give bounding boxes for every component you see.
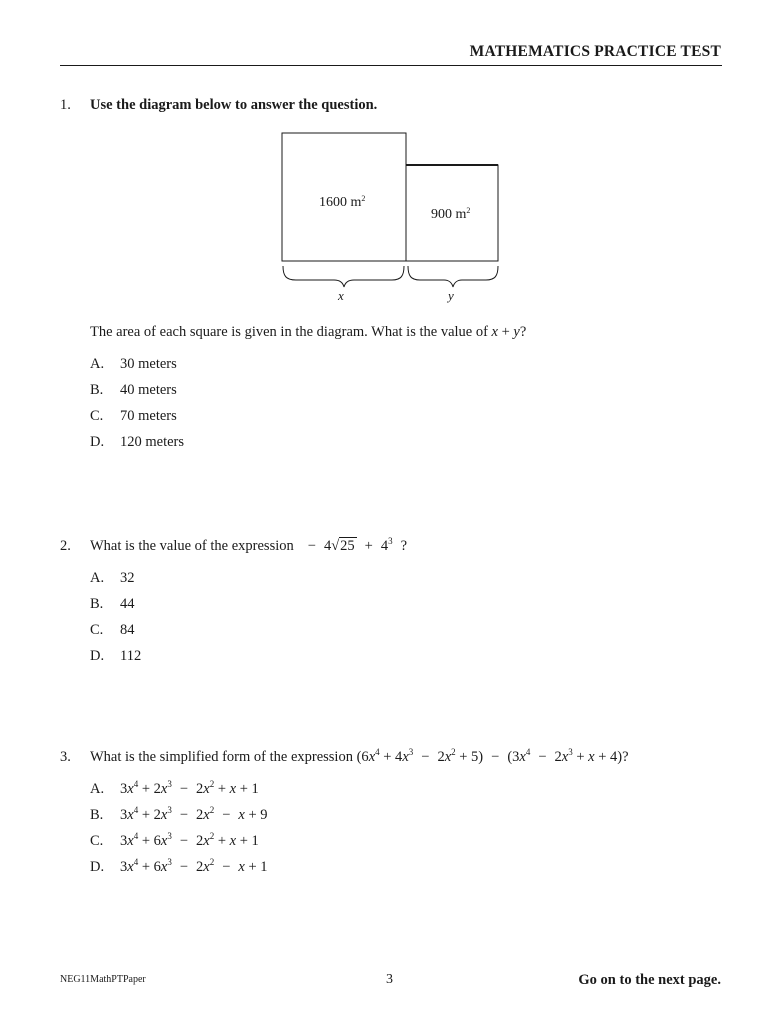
choice-expression: $3x^4 + 6x^3 - 2x^2 + x + 1$: [120, 831, 259, 849]
answer-choice-d[interactable]: D. $3x^4 + 6x^3 - 2x^2 - x + 1$: [90, 857, 268, 875]
question-intro: Use the diagram below to answer the question.: [90, 97, 378, 113]
answer-choice-a[interactable]: A. $3x^4 + 2x^3 - 2x^2 + x + 1$: [90, 779, 259, 797]
choice-expression: $3x^4 + 2x^3 - 2x^2 + x + 1$: [120, 779, 259, 797]
answer-choice-d[interactable]: D. 112: [90, 648, 142, 664]
document-code: NEG11MathPTPaper: [60, 974, 146, 985]
x-brace: [283, 266, 404, 287]
small-square-area-label: 900 $m^2$: [431, 206, 471, 222]
answer-choice-a[interactable]: A. 32: [90, 570, 135, 586]
squares-diagram: [270, 125, 510, 307]
page-number: 3: [386, 972, 393, 987]
choice-expression: $3x^4 + 2x^3 - 2x^2 - x + 9$: [120, 805, 268, 823]
next-page-note: Go on to the next page.: [578, 972, 721, 988]
y-brace: [408, 266, 498, 287]
question-text: What is the simplified form of the expression $(6x^4 + 4x^3 - 2x^2 + 5) - (3x^4 - 2x^3 + x + 4)$?: [90, 747, 629, 765]
answer-choice-c[interactable]: C. $3x^4 + 6x^3 - 2x^2 + x + 1$: [90, 831, 259, 849]
question-number: 1.: [60, 97, 71, 113]
answer-choice-c[interactable]: C. 70 meters: [90, 408, 177, 424]
question-text: What is the value of the expression − $4√25 + 4^3$ ?: [90, 536, 408, 554]
question-number: 3.: [60, 749, 71, 765]
y-label: y: [448, 288, 454, 303]
answer-choice-b[interactable]: B. 40 meters: [90, 382, 177, 398]
answer-choice-d[interactable]: D. 120 meters: [90, 434, 185, 450]
answer-choice-a[interactable]: A. 30 meters: [90, 356, 177, 372]
answer-choice-b[interactable]: B. 44: [90, 596, 135, 612]
x-label: x: [338, 288, 344, 303]
choice-expression: $3x^4 + 6x^3 - 2x^2 - x + 1$: [120, 857, 268, 875]
header-divider: [60, 65, 722, 66]
big-square-area-label: 1600 $m^2$: [319, 194, 366, 210]
answer-choice-c[interactable]: C. 84: [90, 622, 135, 638]
question-number: 2.: [60, 538, 71, 554]
answer-choice-b[interactable]: B. $3x^4 + 2x^3 - 2x^2 - x + 9$: [90, 805, 268, 823]
question-text: The area of each square is given in the diagram. What is the value of x + y?: [90, 324, 527, 340]
test-title: MATHEMATICS PRACTICE TEST: [469, 43, 721, 60]
